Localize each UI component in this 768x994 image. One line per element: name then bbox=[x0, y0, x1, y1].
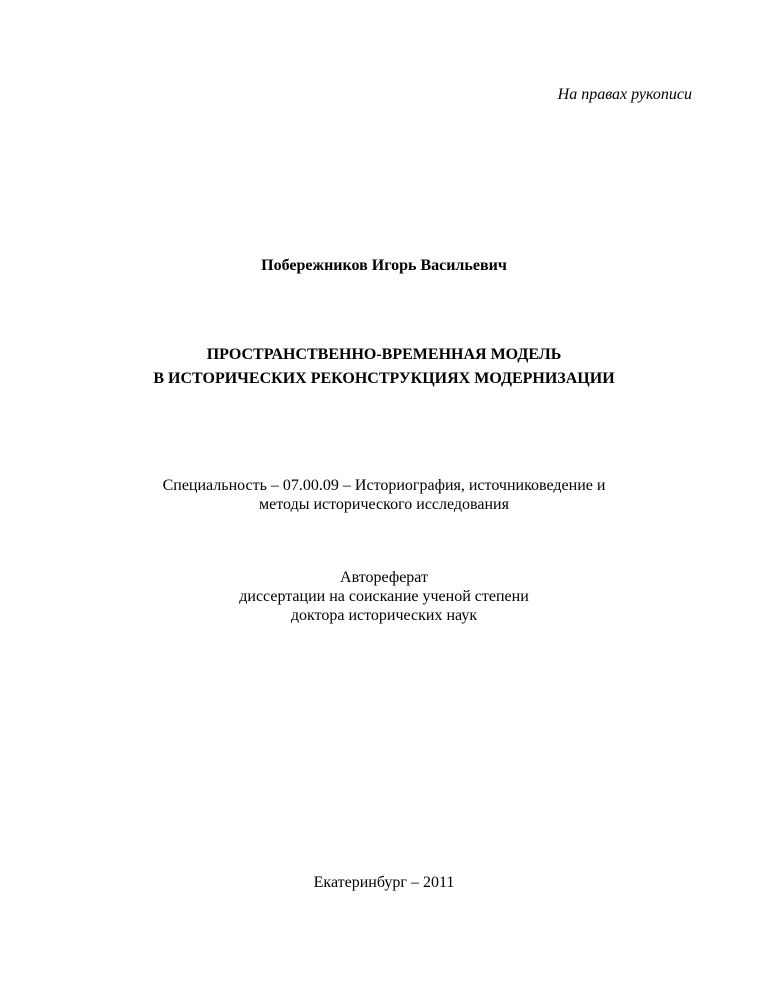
dissertation-title bbox=[0, 343, 768, 391]
specialty-line-1: Специальность – 07.00.09 – Историография, источниковедение и bbox=[162, 477, 606, 494]
author-name: Побережников Игорь Васильевич bbox=[261, 257, 507, 274]
specialty-text bbox=[0, 476, 768, 514]
title-line-1: ПРОСТРАНСТВЕННО-ВРЕМЕННАЯ МОДЕЛЬ bbox=[206, 346, 562, 363]
specialty-line-2: методы исторического исследования bbox=[259, 496, 509, 513]
manuscript-rights-note: На правах рукописи bbox=[557, 86, 692, 103]
doc-type-line-3: доктора исторических наук bbox=[290, 607, 478, 624]
document-type bbox=[0, 568, 768, 625]
title-line-2: В ИСТОРИЧЕСКИХ РЕКОНСТРУКЦИЯХ МОДЕРНИЗАЦИИ bbox=[153, 370, 615, 387]
doc-type-line-2: диссертации на соискание ученой степени bbox=[239, 588, 529, 605]
city-and-year: Екатеринбург – 2011 bbox=[313, 874, 455, 891]
doc-type-line-1: Автореферат bbox=[340, 569, 428, 586]
